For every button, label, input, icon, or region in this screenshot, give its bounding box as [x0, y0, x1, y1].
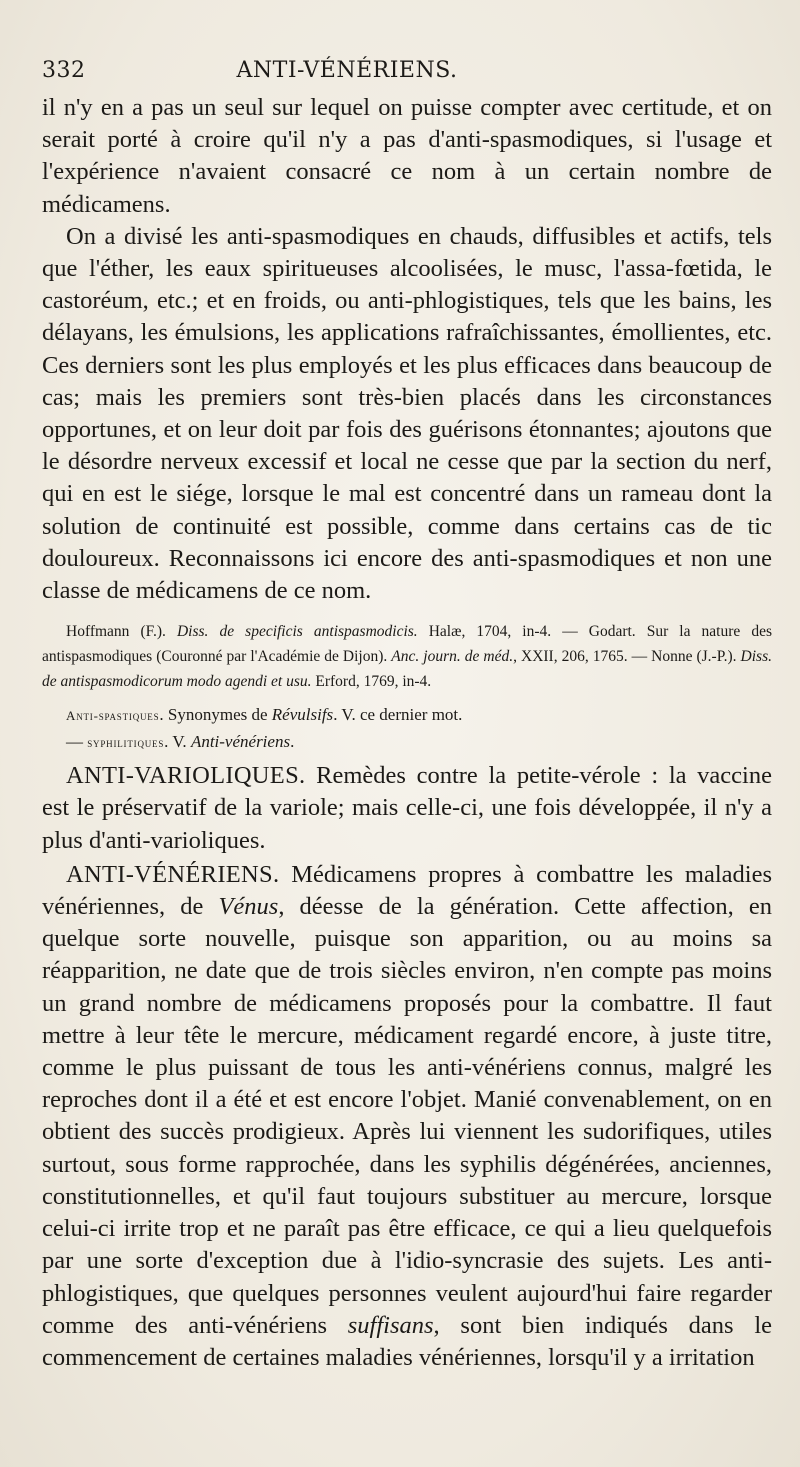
entry-anti-varioliques	[42, 760, 772, 857]
entry-text: , sont bien indiqués dans le commencement de certaines maladies vénériennes, lorsqu'il y a irritation	[42, 1311, 772, 1371]
page-number: 332	[42, 58, 86, 83]
crossref-anti-spastiques: Anti-spastiques. Synonymes de Révulsifs. V. ce dernier mot.	[66, 705, 463, 725]
page-header	[42, 58, 772, 92]
crossref-target: Anti-vénériens	[190, 732, 291, 752]
bib-part-2: Halæ, 1704, in-4. — Godart. Sur la nature des antispasmodiques (Couronné par l'Académie de Dijon).	[42, 623, 772, 666]
bib-title-2: Anc. journ. de méd.	[391, 648, 514, 666]
continuation-paragraph: il n'y en a pas un seul sur lequel on puisse compter avec certitude, et on serait porté à croire qu'il n'y a pas d'anti-spasmodiques, si l'usage et l'expérience n'avaient consacré ce nom à un certain nombre de médicamens.	[42, 94, 772, 218]
bib-part-1: Hoffmann (F.).	[66, 623, 177, 641]
bibliography-note	[42, 619, 772, 694]
main-text	[42, 92, 772, 607]
crossref-syphilitiques: — syphilitiques. V. Anti-vénériens.	[66, 732, 295, 752]
entry-text: Remèdes contre la petite-vérole : la vaccine est le préservatif de la variole; mais celle-ci, une fois développée, il n'y a plus d'anti-varioliques.	[42, 762, 772, 854]
paragraph-anti-spasmodiques: On a divisé les anti-spasmodiques en chauds, diffusibles et actifs, tels que l'éther, les eaux spiritueuses alcoolisées, le musc, l'assa-fœtida, le castoréum, etc.; et en froids, ou anti-phlogistiques, tels que les bains, les délayans, les émulsions, les applications rafraîchissantes, émollientes, etc. Ces derniers sont les plus employés et les plus efficaces dans beaucoup de cas; mais les premiers sont très-bien placés dans les circonstances opportunes, et on leur doit par fois des guérisons étonnantes; ajoutons que le désordre nerveux excessif et local ne cesse que par la section du nerf, qui en est le siége, lorsque le mal est concentré dans un rameau dont la solution de continuité est possible, comme dans certains cas de tic douloureux. Reconnaissons ici encore des anti-spasmodiques et non une classe de médicamens de ce nom.	[42, 222, 772, 605]
italic-venus: Vénus	[218, 893, 279, 921]
entry-anti-veneriens	[42, 859, 772, 1374]
entry-heading: ANTI-VÉNÉRIENS.	[66, 860, 280, 888]
entry-text: Médicamens propres à combattre les maladies vénériennes, de	[42, 860, 772, 921]
running-title: ANTI-VÉNÉRIENS.	[236, 58, 458, 83]
bib-part-3: , XXII, 206, 1765. — Nonne (J.-P.).	[513, 648, 741, 666]
entry-text: , déesse de la génération. Cette affection, en quelque sorte nouvelle, puisque son apparition, ou au moins sa réapparition, ne date que de trois siècles environ, n'en compte pas moins un grand nombre de médicamens proposés pour la combattre. Il faut mettre à leur tête le mercure, médicament regardé encore, à juste titre, comme le plus puissant de tous les anti-vénériens connus, malgré les reproches dont il a été et est encore l'objet. Manié convenablement, on en obtient des succès prodigieux. Après lui viennent les sudorifiques, utiles surtout, sous forme rapprochée, dans les syphilis dégénérées, anciennes, constitutionnelles, et qu'il faut toujours substituer au mercure, lorsque celui-ci irrite trop et ne paraît pas être efficace, ce qui a lieu quelquefois par une sorte d'exception due à l'idio-syncrasie des sujets. Les anti-phlogistiques, que quelques personnes veulent aujourd'hui faire regarder comme des anti-vénériens	[42, 893, 772, 1339]
italic-suffisans: suffisans	[347, 1311, 434, 1339]
bib-title-3: Diss. de antispasmodicorum modo agendi et usu.	[42, 648, 772, 691]
bib-part-4: Erford, 1769, in-4.	[311, 673, 432, 691]
crossref-term: Anti-spastiques	[66, 708, 160, 724]
cross-references	[42, 702, 772, 756]
crossref-target: Révulsifs	[271, 705, 334, 725]
entries	[42, 760, 772, 1374]
entry-heading: ANTI-VARIOLIQUES.	[66, 762, 306, 790]
bib-title-1: Diss. de specificis antispasmodicis.	[176, 623, 418, 641]
crossref-term: syphilitiques	[87, 735, 165, 751]
